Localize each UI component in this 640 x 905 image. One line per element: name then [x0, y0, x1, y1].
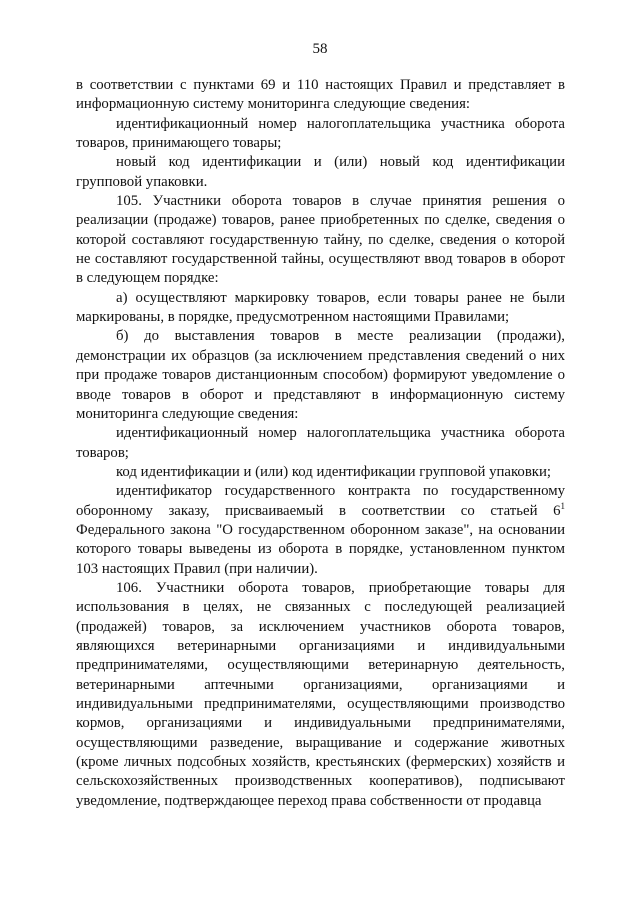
article-superscript: 1	[560, 500, 565, 511]
paragraph-tin-receiver: идентификационный номер налогоплательщика участника оборота товаров, принимающего товары;	[76, 115, 565, 152]
paragraph-subclause-a: а) осуществляют маркировку товаров, если товары ранее не были маркированы, в порядке, предусмотренном настоящими Правилами;	[76, 289, 565, 326]
paragraph-new-code: новый код идентификации и (или) новый код идентификации групповой упаковки.	[76, 154, 565, 190]
paragraph-identification-code: код идентификации и (или) код идентификации групповой упаковки;	[116, 463, 552, 480]
contract-text-end: Федерального закона "О государственном оборонном заказе", на основании которого товары выведены из оборота в порядке, установленном пунктом 103 настоящих Правил (при наличии).	[76, 521, 565, 577]
paragraph-subclause-b: б) до выставления товаров в месте реализации (продажи), демонстрации их образцов (за исключением представления сведений о них при продаже товаров дистанционным способом) формируют уведомление о вводе товаров в оборот и представляют в информационную систему мониторинга следующие сведения:	[76, 328, 565, 422]
paragraph-tin-participant: идентификационный номер налогоплательщика участника оборота товаров;	[76, 425, 565, 461]
paragraph-clause-106: 106. Участники оборота товаров, приобретающие товары для использования в целях, не связанных с последующей реализацией (продажей) товаров, за исключением участников оборота товаров, являющихся ветеринарными организациями и индивидуальными предпринимателями, осуществляющими ветеринарную деятельность, ветеринарными аптечными организациями, организациями и индивидуальными предпринимателями, осуществляющими производство кормов, организациями и индивидуальными предпринимателями, осуществляющими разведение, выращивание и содержание животных (кроме личных подсобных хозяйств, крестьянских (фермерских) хозяйств и сельскохозяйственных производственных кооперативов), подписывают уведомление, подтверждающее переход права собственности от продавца	[76, 579, 565, 809]
paragraph-clause-105: 105. Участники оборота товаров в случае принятия решения о реализации (продаже) товаров, ранее приобретенных по сделке, сведения о которой составляют государственную тайну, по сделке, сведения о которой не составляют государственной тайны, осуществляют ввод товаров в оборот в следующем порядке:	[76, 193, 565, 287]
paragraph-contract-identifier	[76, 482, 565, 579]
page-number: 58	[312, 41, 328, 57]
paragraph-continuation: в соответствии с пунктами 69 и 110 настоящих Правил и представляет в информационную систему мониторинга следующие сведения:	[76, 77, 565, 113]
document-body	[76, 76, 565, 811]
contract-text-start: идентификатор государственного контракта по государственному оборонному заказу, присваиваемый в соответствии со статьей 6	[76, 483, 565, 519]
